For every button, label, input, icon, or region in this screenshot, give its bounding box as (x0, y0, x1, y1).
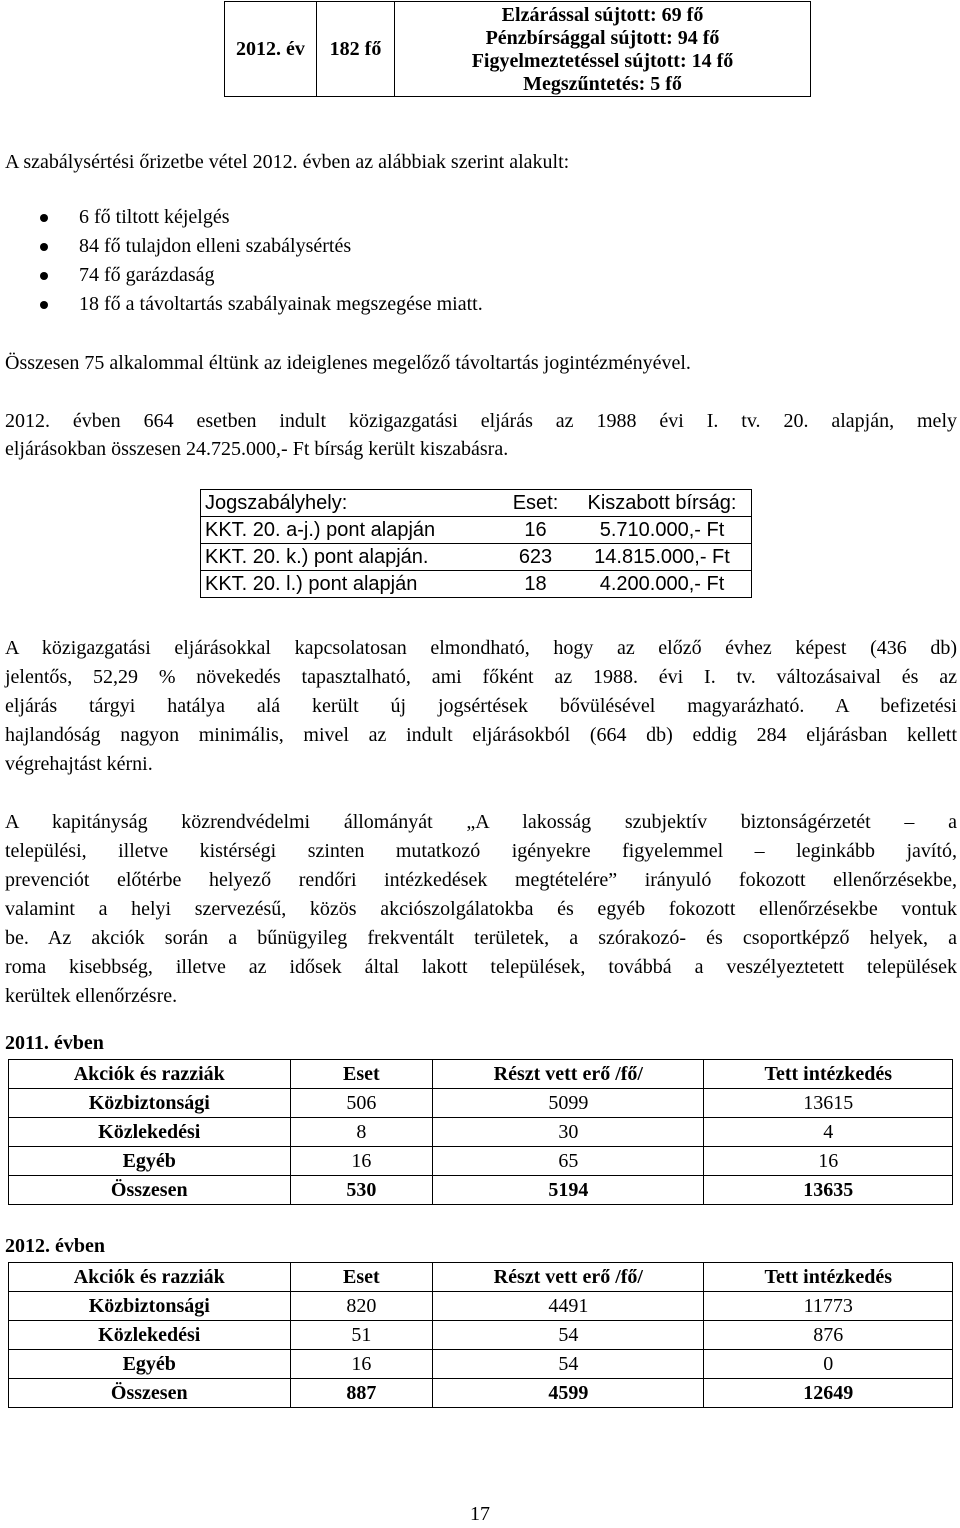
table-cell: Összesen (9, 1379, 291, 1408)
table-cell: Közlekedési (9, 1118, 291, 1147)
header-cell: Kiszabott bírság: (573, 490, 752, 517)
sanctions-table (224, 1, 811, 97)
header-cell: Tett intézkedés (704, 1263, 953, 1292)
table-cell: 51 (290, 1321, 433, 1350)
stats-cell (395, 2, 811, 97)
table-cell: KKT. 20. a-j.) pont alapján (201, 517, 499, 544)
list-item: 84 fő tulajdon elleni szabálysértés (40, 232, 483, 261)
bullet-icon (40, 214, 48, 222)
page-number: 17 (470, 1503, 490, 1525)
kapitanysag-line: prevenciót előtérbe helyező rendőri intézkedések megtételére” irányuló fokozott ellenőrzésekbe, (5, 869, 957, 891)
table-cell: Közlekedési (9, 1321, 291, 1350)
stat-line: Pénzbírsággal sújtott: 94 fő (485, 27, 720, 49)
table-cell: 16 (290, 1350, 433, 1379)
bullet-list (40, 203, 483, 319)
eljaras-line-1: 2012. évben 664 esetben indult közigazgatási eljárás az 1988 évi I. tv. 20. alapján, mely (5, 410, 957, 432)
table-cell: Egyéb (9, 1350, 291, 1379)
header-cell: Akciók és razziák (9, 1060, 291, 1089)
kozig-line: végrehajtást kérni. (5, 753, 153, 775)
table-cell: Közbiztonsági (9, 1089, 291, 1118)
table-cell: KKT. 20. k.) pont alapján. (201, 544, 499, 571)
kapitanysag-line: be. Az akciók során a bűnügyileg frekventált területek, a szórakozó- és csoportképző helyek, a (5, 927, 957, 949)
bullet-icon (40, 272, 48, 280)
intro-paragraph: A szabálysértési őrizetbe vétel 2012. évben az alábbiak szerint alakult: (5, 151, 570, 173)
table-cell: KKT. 20. l.) pont alapján (201, 571, 499, 598)
section-heading-2012: 2012. évben (5, 1235, 105, 1257)
count-cell: 182 fő (317, 2, 395, 97)
table-cell: 30 (433, 1118, 704, 1147)
section-heading-2011: 2011. évben (5, 1032, 104, 1054)
stat-line: Elzárással sújtott: 69 fő (501, 4, 704, 26)
table-cell: 18 (498, 571, 573, 598)
header-cell: Eset (290, 1263, 433, 1292)
table-cell: 0 (704, 1350, 953, 1379)
header-cell: Tett intézkedés (704, 1060, 953, 1089)
kapitanysag-line: kerültek ellenőrzésre. (5, 985, 178, 1007)
stat-line: Figyelmeztetéssel sújtott: 14 fő (471, 50, 734, 72)
table-header-row (9, 1263, 953, 1292)
table-cell: 4 (704, 1118, 953, 1147)
header-cell: Eset: (498, 490, 573, 517)
fines-table (200, 489, 752, 598)
kapitanysag-line: roma kisebbség, illetve az idősek által lakott települések, továbbá a veszélyeztetett települések (5, 956, 957, 978)
list-item: 74 fő garázdaság (40, 261, 483, 290)
table-cell: 530 (290, 1176, 433, 1205)
header-cell: Akciók és razziák (9, 1263, 291, 1292)
table-cell: 4599 (433, 1379, 704, 1408)
table-cell: 876 (704, 1321, 953, 1350)
kapitanysag-line: települési, illetve kistérségi szinten mutatkozó igényekre figyelemmel – leginkább javító, (5, 840, 957, 862)
stat-line: Megszűntetés: 5 fő (523, 73, 682, 95)
kozig-line: A közigazgatási eljárásokkal kapcsolatosan elmondható, hogy az előző évhez képest (436 db) (5, 637, 957, 659)
actions-table-2011 (8, 1059, 953, 1205)
table-cell: 16 (290, 1147, 433, 1176)
table-cell: 11773 (704, 1292, 953, 1321)
table-cell: 8 (290, 1118, 433, 1147)
table-cell: 623 (498, 544, 573, 571)
actions-table-2012 (8, 1262, 953, 1408)
table-cell: 5194 (433, 1176, 704, 1205)
table-row (9, 1147, 953, 1176)
table-cell: 887 (290, 1379, 433, 1408)
table-cell: 16 (704, 1147, 953, 1176)
table-cell: 506 (290, 1089, 433, 1118)
bullet-icon (40, 243, 48, 251)
table-row (201, 571, 752, 598)
kapitanysag-line: A kapitányság közrendvédelmi állományát „A lakosság szubjektív biztonságérzetét – a (5, 811, 957, 833)
table-header-row (201, 490, 752, 517)
header-cell: Eset (290, 1060, 433, 1089)
table-cell: Közbiztonsági (9, 1292, 291, 1321)
table-total-row (9, 1176, 953, 1205)
list-item: 18 fő a távoltartás szabályainak megszegése miatt. (40, 290, 483, 319)
table-cell: 4.200.000,- Ft (573, 571, 752, 598)
tavoltartas-paragraph: Összesen 75 alkalommal éltünk az ideiglenes megelőző távoltartás jogintézményével. (5, 352, 691, 374)
kapitanysag-line: valamint a helyi szervezésű, közös akciószolgálatokba és egyéb fokozott ellenőrzésekbe vontuk (5, 898, 957, 920)
table-cell: 54 (433, 1321, 704, 1350)
table-cell: 4491 (433, 1292, 704, 1321)
table-total-row (9, 1379, 953, 1408)
table-cell: 16 (498, 517, 573, 544)
table-row (201, 517, 752, 544)
bullet-icon (40, 301, 48, 309)
table-cell: 5.710.000,- Ft (573, 517, 752, 544)
kozig-line: hajlandóság nagyon minimális, mivel az indult eljárásokból (664 db) eddig 284 eljárásban kellett (5, 724, 957, 746)
table-cell: 5099 (433, 1089, 704, 1118)
table-row (9, 1089, 953, 1118)
kozig-line: jelentős, 52,29 % növekedés tapasztalható, ami főként az 1988. évi I. tv. változásaival és az (5, 666, 957, 688)
table-cell: 14.815.000,- Ft (573, 544, 752, 571)
table-cell: 13615 (704, 1089, 953, 1118)
table-header-row (9, 1060, 953, 1089)
table-row (201, 544, 752, 571)
header-cell: Részt vett erő /fő/ (433, 1060, 704, 1089)
list-item: 6 fő tiltott kéjelgés (40, 203, 483, 232)
table-cell: 65 (433, 1147, 704, 1176)
table-row (9, 1350, 953, 1379)
year-cell: 2012. év (225, 2, 317, 97)
table-cell: 13635 (704, 1176, 953, 1205)
table-row (9, 1118, 953, 1147)
kozig-line: eljárás tárgyi hatálya alá került új jogsértések bővülésével magyarázható. A befizetési (5, 695, 957, 717)
table-row (9, 1292, 953, 1321)
table-cell: 54 (433, 1350, 704, 1379)
table-cell: 820 (290, 1292, 433, 1321)
header-cell: Jogszabályhely: (201, 490, 499, 517)
header-cell: Részt vett erő /fő/ (433, 1263, 704, 1292)
table-cell: Összesen (9, 1176, 291, 1205)
table-cell: 12649 (704, 1379, 953, 1408)
eljaras-line-2: eljárásokban összesen 24.725.000,- Ft bírság került kiszabásra. (5, 438, 509, 460)
table-cell: Egyéb (9, 1147, 291, 1176)
table-row (9, 1321, 953, 1350)
